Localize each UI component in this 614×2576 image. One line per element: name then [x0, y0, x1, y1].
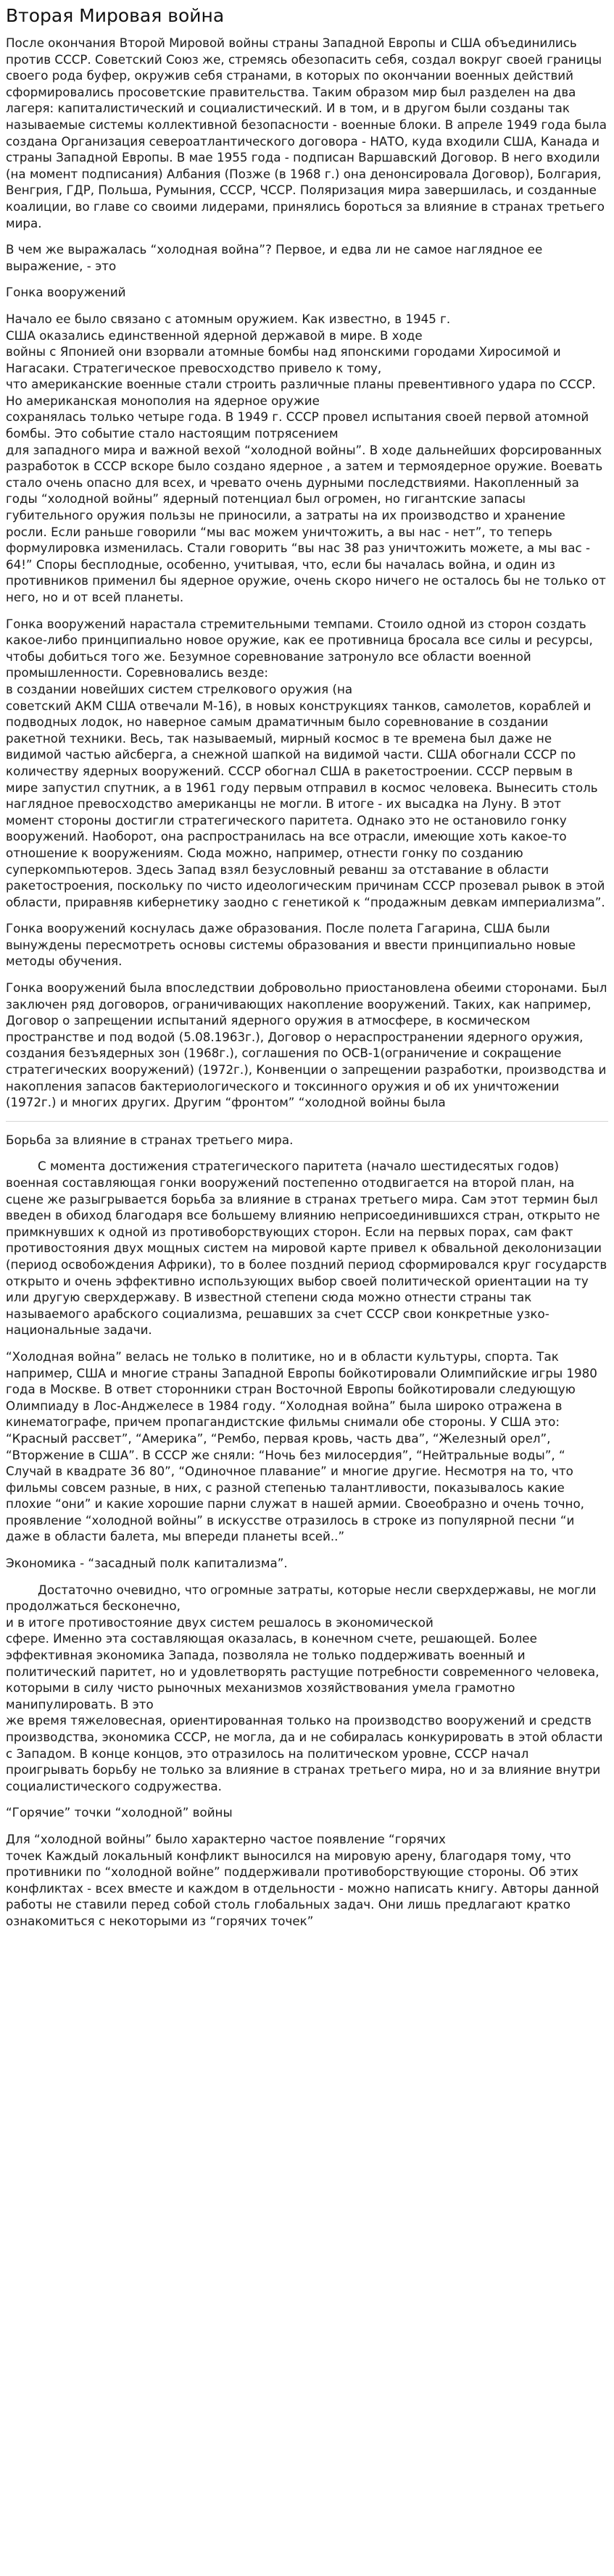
article-paragraph: В чем же выражалась “холодная война”? Первое, и едва ли не самое наглядное ее выражение, - это — [6, 242, 543, 273]
article-paragraph: Гонка вооружений была впоследствии добровольно приостановлена обеими сторонами. Был заключен ряд договоров, ограничивающих накопление вооружений. Таких, как например, Договор о запрещении испытаний ядерного оружия в атмосфере, в космическом пространстве и под водой (5.08.1963г.), Договор о нераспространении ядерного оружия, создания безъядерных зон (1968г.), соглашения по ОСВ-1(ограничение и сокращение стратегических вооружений) (1972г.), Конвенции о запрещении разработки, производства и накопления запасов бактериологического и токсинного оружия и об их уничтожении (1972г.) и многих других. Другим “фронтом” “холодной войны была — [6, 980, 607, 1110]
section-divider — [6, 1121, 608, 1122]
article-paragraph: Гонка вооружений нарастала стремительными темпами. Стоило одной из сторон создать какое-либо принципиально новое оружие, как ее противница бросала все силы и ресурсы, чтобы добиться того же. Безумное соревнование затронуло все области военной промышленности. Соревновались везде: в создании новейших систем стрелкового оружия (на советский АКМ США отвечали М-16), в новых конструкциях танков, самолетов, кораблей и подводных лодок, но наверное самым драматичным было соревнование в создании ракетной техники. Весь, так называемый, мирный космос в те времена был даже не видимой частью айсберга, а снежной шапкой на видимой части. США обогнали СССР по количеству ядерных вооружений. СССР обогнал США в ракетостроении. СССР первым в мире запустил спутник, а в 1961 году первым отправил в космос человека. Вынесить столь наглядное превосходство американцы не могли. В итоге - их высадка на Луну. В этот момент стороны достигли стратегического паритета. Однако это не остановило гонку вооружений. Наоборот, она распространилась на все отрасли, имеющие хоть какое-то отношение к вооружениям. Сюда можно, например, отнести гонку по созданию суперкомпьютеров. Здесь Запад взял безусловный реванш за отставание в области ракетостроения, поскольку по чисто идеологическим причинам СССР прозевал рывок в этой области, приравняв кибернетику заодно с генетикой к “продажным девкам империализма”. — [6, 616, 605, 909]
article-paragraph: Гонка вооружений коснулась даже образования. После полета Гагарина, США были вынуждены пересмотреть основы системы образования и ввести принципиально новые методы обучения. — [6, 921, 576, 969]
article-paragraph: Борьба за влияние в странах третьего мира. — [6, 1132, 294, 1147]
article-paragraph: Для “холодной войны” было характерно частое появление “горячих точек Каждый локальный конфликт выносился на мировую арену, благодаря тому, что противники по “холодной войне” поддерживали противоборствующие стороны. Об этих конфликтах - всех вместе и каждом в отдельности - можно написать книгу. Авторы данной работы не ставили перед собой столь глобальных задач. Они лишь предлагают кратко ознакомиться с некоторыми из “горячих точек” — [6, 1831, 600, 1928]
page-title: Вторая Мировая война — [6, 5, 225, 26]
article-paragraph: “Холодная война” велась не только в политике, но и в области культуры, спорта. Так например, США и многие страны Западной Европы бойкотировали Олимпийские игры 1980 года в Москве. В ответ сторонники стран Восточной Европы бойкотировали следующую Олимпиаду в Лос-Анджелесе в 1984 году. “Холодная война” была широко отражена в кинематографе, причем пропагандистские фильмы снимали обе стороны. У США это: “Красный рассвет”, “Америка”, “Рембо, первая кровь, часть два”, “Железный орел”, “Вторжение в США”. В СССР же сняли: “Ночь без милосердия”, “Нейтральные воды”, “ Случай в квадрате 36 80”, “Одиночное плавание” и многие другие. Несмотря на то, что фильмы совсем разные, в них, с разной степенью талантливости, показывалось какие плохие “они” и какие хорошие парни служат в нашей армии. Своеобразно и очень точно, проявление “холодной войны” в искусстве отразилось в строке из популярной песни “и даже в области балета, мы впереди планеты всей..” — [6, 1349, 597, 1544]
article-paragraph: Гонка вооружений — [6, 285, 126, 300]
article-paragraph: Достаточно очевидно, что огромные затраты, которые несли сверхдержавы, не могли продолжаться бесконечно, и в итоге противостояние двух систем решалось в экономической сфере. Именно эта составляющая оказалась, в конечном счете, решающей. Более эффективная экономика Запада, позволяла не только поддерживать военный и политический паритет, но и удовлетворять растущие потребности современного человека, которыми в силу чисто рыночных механизмов хозяйствования умела грамотно манипулировать. В это же время тяжеловесная, ориентированная только на производство вооружений и средств производства, экономика СССР, не могла, да и не собиралась конкурировать в этой области с Западом. В конце концов, это отразилось на политическом уровне, СССР начал проигрывать борьбу не только за влияние в странах третьего мира, но и за влияние внутри социалистического содружества. — [6, 1582, 603, 1793]
article-paragraph: Экономика - “засадный полк капитализма”. — [6, 1556, 288, 1571]
article-paragraph: “Горячие” точки “холодной” войны — [6, 1805, 233, 1820]
article-paragraph: С момента достижения стратегического паритета (начало шестидесятых годов) военная составляющая гонки вооружений постепенно отодвигается на второй план, на сцене же разыгрывается борьба за влияние в странах третьего мира. Сам этот термин был введен в обиход благодаря все большему влиянию неприсоединившихся стран, открыто не примкнувших к одной из противоборствующих сторон. Если на первых порах, сам факт противостояния двух мощных систем на мировой карте привел к обвальной деколонизации (период освобождения Африки), то в более поздний период сформировался круг государств открыто и очень эффективно использующих выбор своей политической ориентации на ту или другую сверхдержаву. В известной степени сюда можно отнести страны так называемого арабского социализма, решавших за счет СССР свои конкретные узко-национальные задачи. — [6, 1159, 607, 1338]
article-body — [6, 35, 608, 1930]
article-paragraph: После окончания Второй Мировой войны страны Западной Европы и США объединились против СССР. Советский Союз же, стремясь обезопасить себя, создал вокруг своей границы своего рода буфер, окружив себя странами, в которых по окончании военных действий сформировались просоветские правительства. Таким образом мир был разделен на два лагеря: капиталистический и социалистический. И в том, и в другом были созданы так называемые системы коллективной безопасности - военные блоки. В апреле 1949 года была создана Организация североатлантического договора - НАТО, куда входили США, Канада и страны Западной Европы. В мае 1955 года - подписан Варшавский Договор. В него входили (на момент подписания) Албания (Позже (в 1968 г.) она денонсировала Договор), Болгария, Венгрия, ГДР, Польша, Румыния, СССР, ЧССР. Поляризация мира завершилась, и созданные коалиции, во главе со своими лидерами, принялись бороться за влияние в странах третьего мира. — [6, 36, 607, 230]
article-paragraph: Начало ее было связано с атомным оружием. Как известно, в 1945 г. США оказались единственной ядерной державой в мире. В ходе войны с Японией они взорвали атомные бомбы над японскими городами Хиросимой и Нагасаки. Стратегическое превосходство привело к тому, что американские военные стали строить различные планы превентивного удара по СССР. Но американская монополия на ядерное оружие сохранялась только четыре года. В 1949 г. СССР провел испытания своей первой атомной бомбы. Это событие стало настоящим потрясением для западного мира и важной вехой “холодной войны”. В ходе дальнейших форсированных разработок в СССР вскоре было создано ядерное , а затем и термоядерное оружие. Воевать стало очень опасно для всех, и чревато очень дурными последствиями. Накопленный за годы “холодной войны” ядерный потенциал был огромен, но гигантские запасы губительного оружия пользы не приносили, а затраты на их производство и хранение росли. Если раньше говорили “мы вас можем уничтожить, а вы нас - нет”, то теперь формулировка изменилась. Стали говорить “вы нас 38 раз уничтожить можете, а мы вас - 64!” Споры бесплодные, особенно, учитывая, что, если бы началась война, и один из противников применил бы ядерное оружие, очень скоро ничего не осталось бы не только от него, но и от всей планеты. — [6, 311, 606, 604]
